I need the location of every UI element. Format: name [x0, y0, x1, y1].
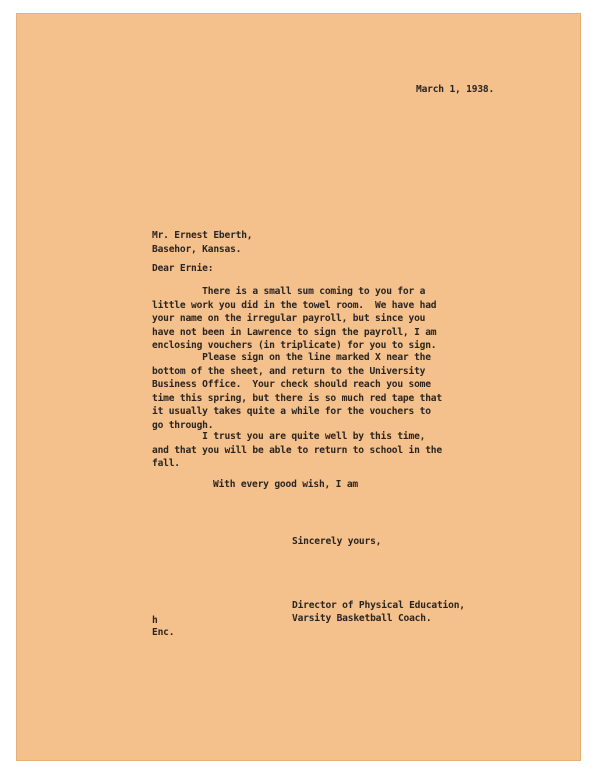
recipient-location: Basehor, Kansas.: [152, 244, 242, 255]
paragraph-line: enclosing vouchers (in triplicate) for you to sign.: [152, 340, 437, 352]
typist-initials: h: [152, 615, 158, 626]
paragraph-line: I trust you are quite well by this time,: [152, 431, 426, 442]
signature-title-line-2: Varsity Basketball Coach.: [292, 613, 432, 624]
salutation: Dear Ernie:: [152, 263, 214, 274]
paragraph-line: have not been in Lawrence to sign the payroll, I am: [152, 326, 437, 338]
paragraph-line: and that you will be able to return to school in the: [152, 444, 442, 456]
body-paragraph-3: [152, 430, 472, 471]
paragraph-line: it usually takes quite a while for the vouchers to: [152, 406, 431, 418]
paragraph-line: little work you did in the towel room. We have had: [152, 299, 437, 311]
enclosure-notation: Enc.: [152, 627, 175, 638]
complimentary-close: Sincerely yours,: [292, 536, 382, 547]
paragraph-line: There is a small sum coming to you for a: [152, 286, 426, 297]
paragraph-line: go through.: [152, 419, 214, 431]
paragraph-line: your name on the irregular payroll, but since you: [152, 313, 426, 325]
recipient-name: Mr. Ernest Eberth,: [152, 230, 253, 241]
signature-title-line-1: Director of Physical Education,: [292, 600, 465, 611]
paragraph-line: time this spring, but there is so much red tape that: [152, 392, 442, 404]
paragraph-line: bottom of the sheet, and return to the University: [152, 365, 426, 377]
paragraph-line: fall.: [152, 458, 180, 470]
paragraph-line: Please sign on the line marked X near the: [152, 352, 431, 363]
paragraph-line: Business Office. Your check should reach you some: [152, 379, 431, 391]
letter-date: March 1, 1938.: [416, 84, 495, 95]
closing-sentence: With every good wish, I am: [213, 479, 358, 490]
body-paragraph-2: [152, 351, 472, 433]
body-paragraph-1: [152, 285, 472, 353]
